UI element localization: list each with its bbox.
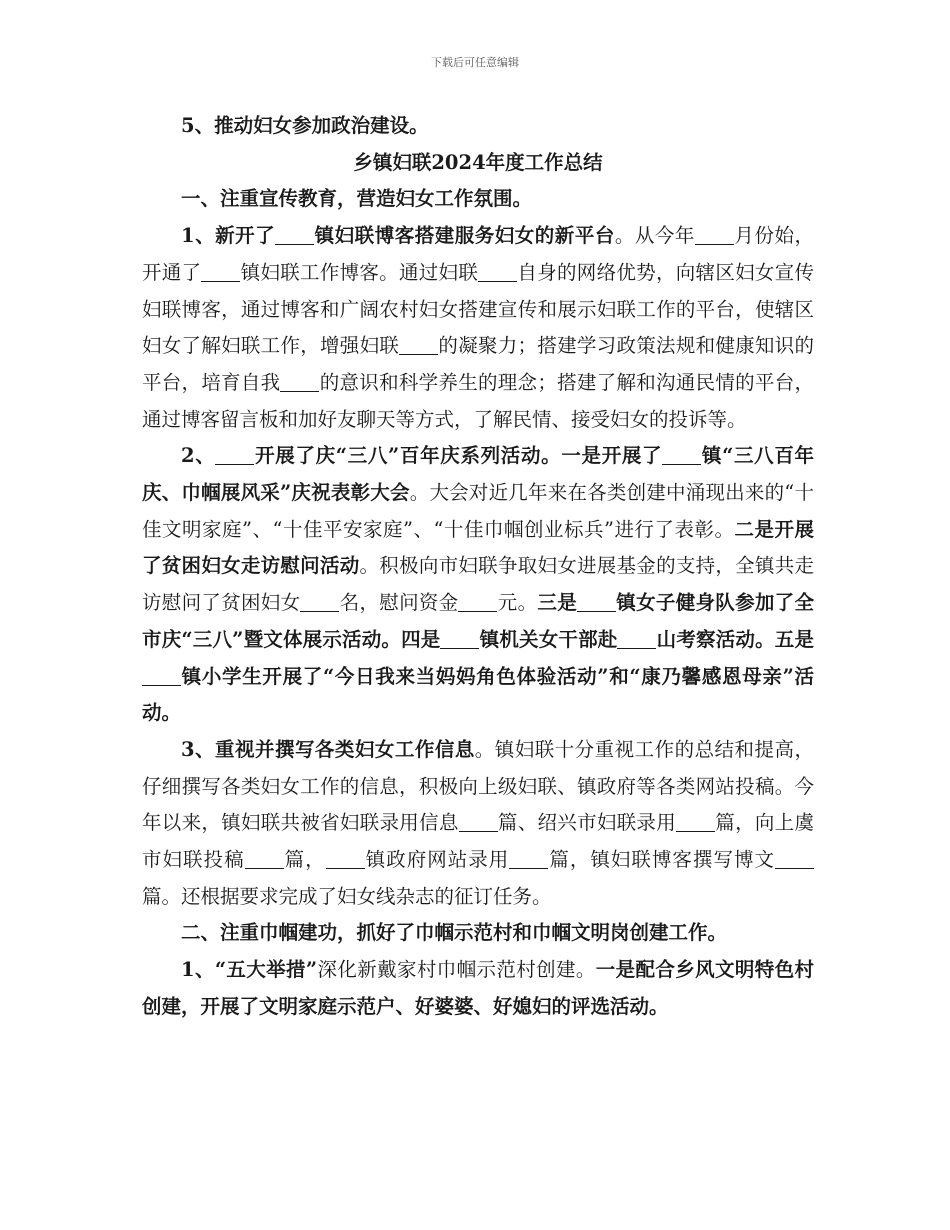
blank-underline xyxy=(459,812,498,833)
item-5: 5、推动妇女参加政治建设。 xyxy=(181,114,429,137)
blank-underline xyxy=(201,261,240,282)
paragraph-information: 3、重视并撰写各类妇女工作信息。镇妇联十分重视工作的总结和提高，仔细撰写各类妇女工作的信息，积极向上级妇联、镇政府等各类网站投稿。今年以来，镇妇联共被省妇联录用信息 篇、绍兴市妇联录用 篇，向上虞市妇联投稿 篇， 镇政府网站录用 篇，镇妇联博客撰写博文篇。还根据要求完成了妇女线杂志的征订任务。 xyxy=(142,737,814,908)
document-body xyxy=(142,108,814,1026)
blank-underline xyxy=(577,592,616,613)
blank-underline xyxy=(142,665,181,686)
blank-underline xyxy=(617,628,656,649)
section-heading-1: 一、注重宣传教育，营造妇女工作氛围。 xyxy=(181,187,533,211)
blank-underline xyxy=(458,592,497,613)
blank-underline xyxy=(662,445,701,466)
blank-underline xyxy=(509,849,548,870)
blank-underline xyxy=(478,261,517,282)
blank-underline xyxy=(275,225,314,246)
blank-underline xyxy=(399,335,438,356)
blank-underline xyxy=(440,628,479,649)
document-title: 乡镇妇联2024年度工作总结 xyxy=(353,150,603,174)
blank-underline xyxy=(215,445,254,466)
section-heading-2: 二、注重巾帼建功，抓好了巾帼示范村和巾帼文明岗创建工作。 xyxy=(181,921,728,945)
blank-underline xyxy=(326,849,365,870)
page-header: 下载后可任意编辑 xyxy=(431,56,519,69)
blank-underline xyxy=(280,371,319,392)
paragraph-demo-village: 1、“五大举措”深化新戴家村巾帼示范村创建。一是配合乡风文明特色村创建，开展了文明家庭示范户、好婆婆、好媳妇的评选活动。 xyxy=(142,958,814,1018)
blank-underline xyxy=(775,849,814,870)
blank-underline xyxy=(676,812,715,833)
paragraph-38-activities: 2、 开展了庆“三八”百年庆系列活动。一是开展了 镇“三八百年庆、巾帼展风采”庆祝表彰大会。大会对近几年来在各类创建中涌现出来的“十佳文明家庭”、“十佳平安家庭”、“十佳巾帼创业标兵”进行了表彰。二是开展了贫困妇女走访慰问活动。积极向市妇联争取妇女进展基金的支持，全镇共走访慰问了贫困妇女 名，慰问资金 元。三是 镇女子健身队参加了全市庆“三八”暨文体展示活动。四是 镇机关女干部赴 山考察活动。五是镇小学生开展了“今日我来当妈妈角色体验活动”和“康乃馨感恩母亲”活动。 xyxy=(142,444,814,725)
blank-underline xyxy=(300,592,339,613)
blank-underline xyxy=(695,225,734,246)
blank-underline xyxy=(245,849,284,870)
paragraph-blog: 1、新开了 镇妇联博客搭建服务妇女的新平台。从今年 月份始，开通了 镇妇联工作博客。通过妇联 自身的网络优势，向辖区妇女宣传妇联博客，通过博客和广阔农村妇女搭建宣传和展示妇联工作的平台，使辖区妇女了解妇联工作，增强妇联 的凝聚力；搭建学习政策法规和健康知识的平台，培育自我 的意识和科学养生的理念；搭建了解和沟通民情的平台，通过博客留言板和加好友聊天等方式，了解民情、接受妇女的投诉等。 xyxy=(142,224,814,431)
